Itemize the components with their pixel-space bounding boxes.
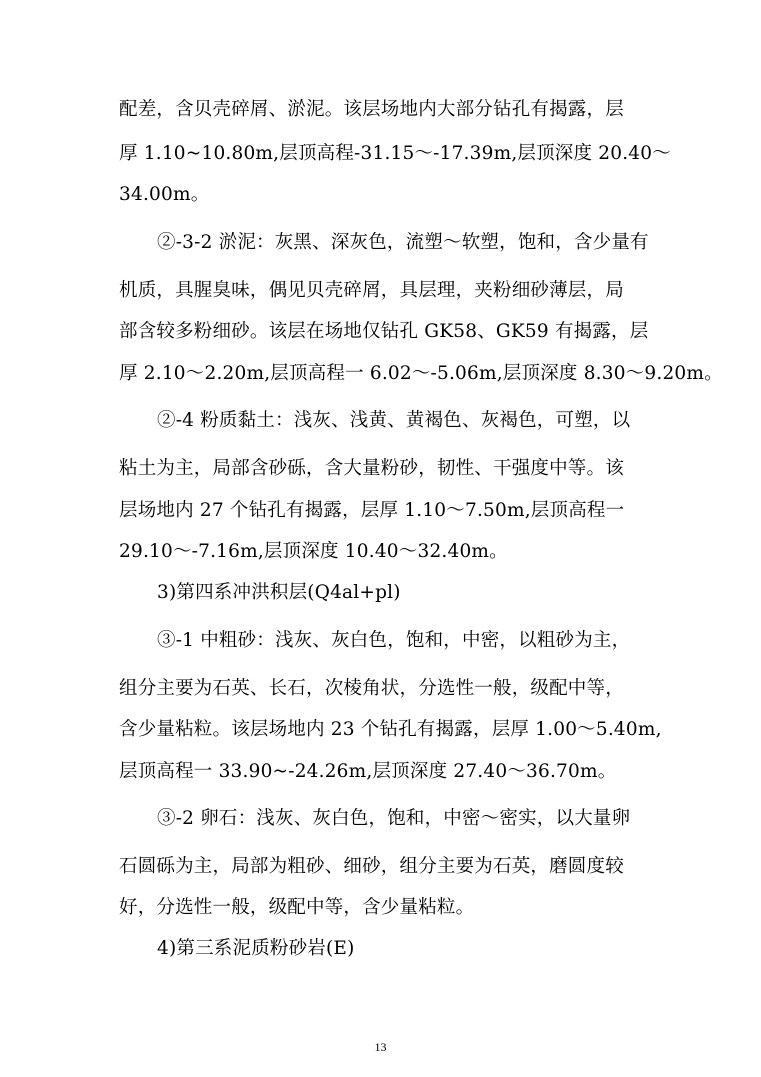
section-heading: 3)第四系冲洪积层(Q4al+pl) bbox=[157, 582, 401, 603]
text-line: 配差，含贝壳碎屑、淤泥。该层场地内大部分钻孔有揭露，层 bbox=[119, 99, 624, 120]
text-line: 34.00m。 bbox=[119, 184, 210, 205]
text-line: 粘土为主，局部含砂砾，含大量粉砂，韧性、干强度中等。该 bbox=[119, 458, 624, 479]
text-line: 机质，具腥臭味，偶见贝壳碎屑，具层理，夹粉细砂薄层，局 bbox=[119, 280, 624, 301]
text-line: 含少量粘粒。该层场地内 23 个钻孔有揭露，层厚 1.00～5.40m, bbox=[119, 719, 662, 740]
paragraph-start-line: ②-3-2 淤泥：灰黑、深灰色，流塑～软塑，饱和，含少量有 bbox=[157, 232, 649, 253]
text-line: 好，分选性一般，级配中等，含少量粘粒。 bbox=[119, 897, 475, 918]
paragraph-start-line: ③-1 中粗砂：浅灰、灰白色，饱和，中密，以粗砂为主， bbox=[157, 630, 631, 651]
text-line: 厚 2.10～2.20m,层顶高程一 6.02～-5.06m,层顶深度 8.30～9.20m。 bbox=[119, 363, 723, 384]
text-line: 组分主要为石英、长石，次棱角状，分选性一般，级配中等， bbox=[119, 678, 624, 699]
text-line: 石圆砾为主，局部为粗砂、细砂，组分主要为石英，磨圆度较 bbox=[119, 856, 624, 877]
text-line: 层顶高程一 33.90~-24.26m,层顶深度 27.40～36.70m。 bbox=[119, 761, 617, 782]
text-line: 厚 1.10~10.80m,层顶高程-31.15～-17.39m,层顶深度 20.40～ bbox=[119, 143, 671, 164]
text-line: 部含较多粉细砂。该层在场地仅钻孔 GK58、GK59 有揭露，层 bbox=[119, 321, 649, 342]
paragraph-start-line: ②-4 粉质黏土：浅灰、浅黄、黄褐色、灰褐色，可塑，以 bbox=[157, 410, 631, 431]
paragraph-start-line: ③-2 卵石：浅灰、灰白色，饱和，中密～密实，以大量卵 bbox=[157, 808, 631, 829]
section-heading: 4)第三系泥质粉砂岩(E) bbox=[157, 938, 355, 959]
page-number: 13 bbox=[374, 1040, 387, 1054]
text-line: 29.10～-7.16m,层顶深度 10.40～32.40m。 bbox=[119, 541, 508, 562]
text-line: 层场地内 27 个钻孔有揭露，层厚 1.10～7.50m,层顶高程一 bbox=[119, 500, 625, 521]
